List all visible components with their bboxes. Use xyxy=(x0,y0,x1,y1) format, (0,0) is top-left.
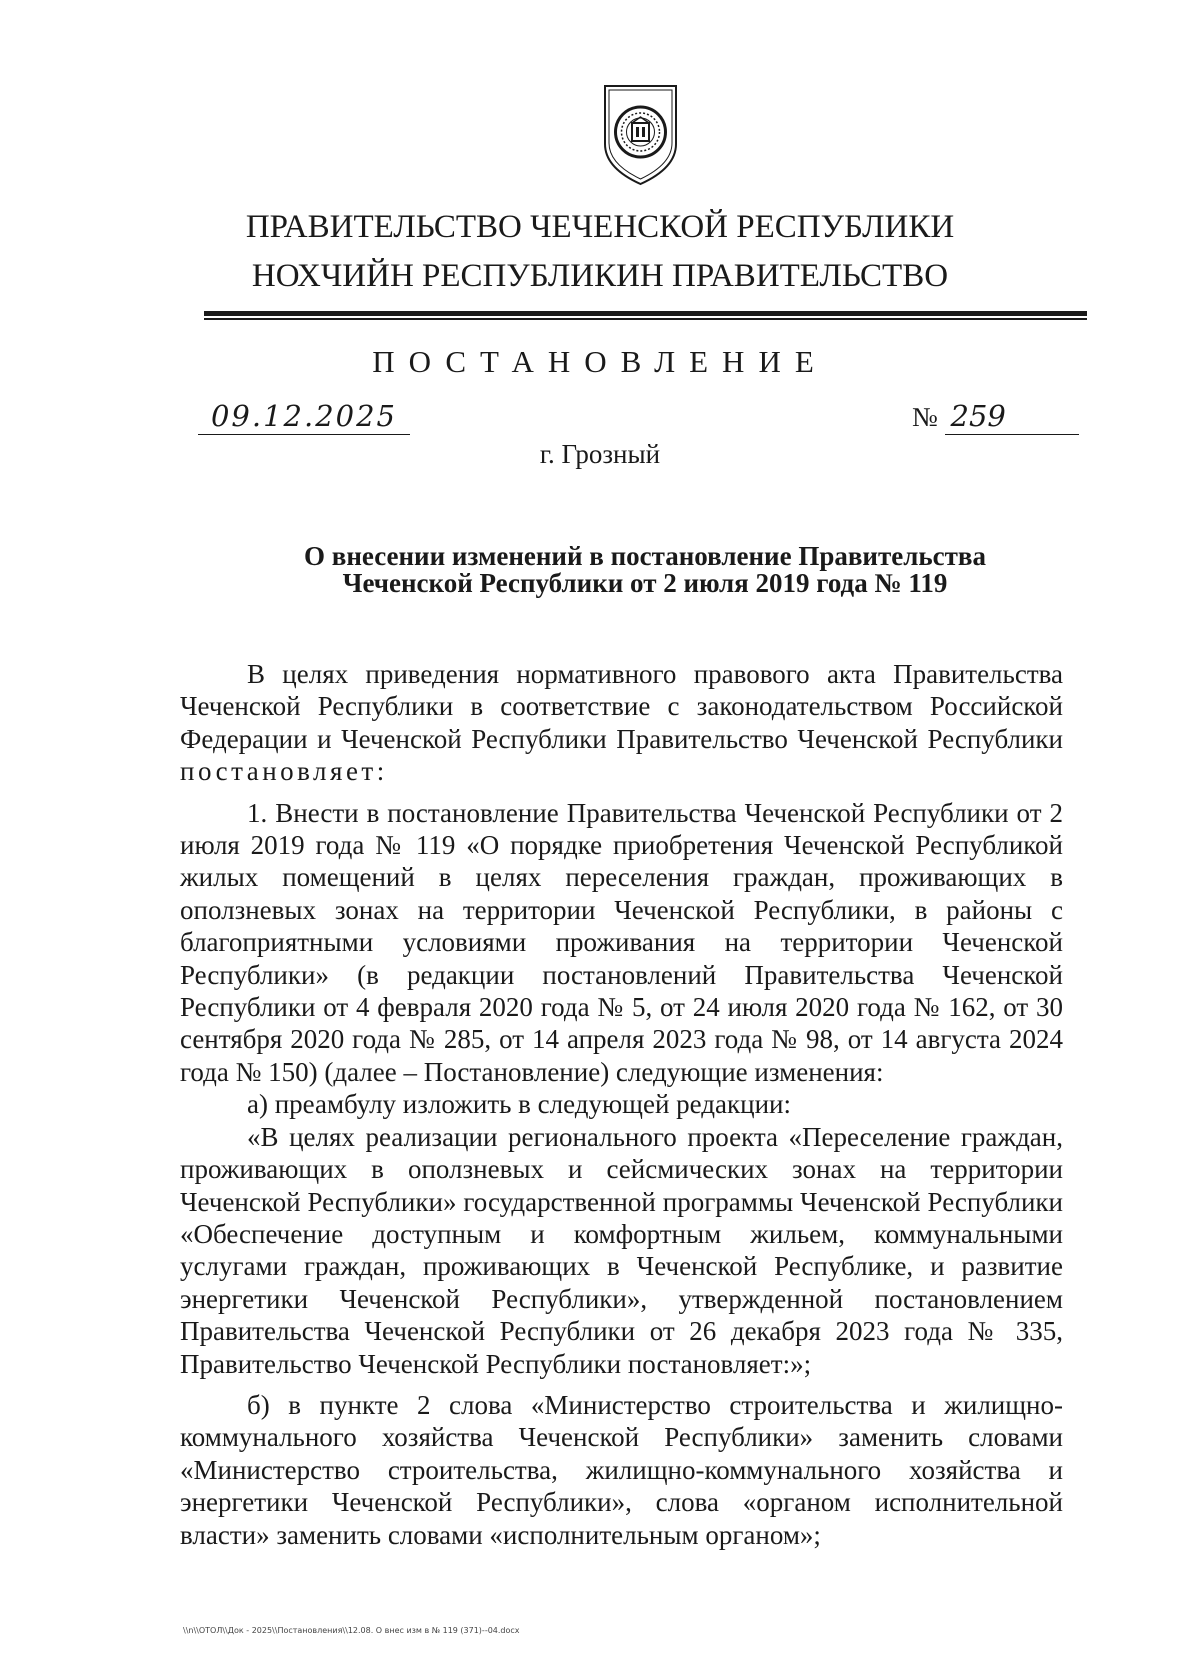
title-line-1: О внесении изменений в постановление Правительства xyxy=(304,541,986,571)
coat-of-arms-emblem xyxy=(601,82,680,188)
org-name-russian: ПРАВИТЕЛЬСТВО ЧЕЧЕНСКОЙ РЕСПУБЛИКИ xyxy=(245,209,955,245)
city: г. Грозный xyxy=(539,439,661,469)
document-number xyxy=(912,398,1079,435)
preamble-text: В целях приведения нормативного правового акта Правительства Чеченской Республики в соответствие с законодательством Российской Федерации и Чеченской Республики Правительство Чеченской Республики xyxy=(180,659,1063,754)
number-sign: № xyxy=(912,402,938,432)
footer-file-path: \\n\\ОТОЛ\\Док - 2025\\Постановления\\12.08. О внес изм в № 119 (371)--04.docx xyxy=(183,1626,520,1635)
item-a-paragraph: а) преамбулу изложить в следующей редакции: xyxy=(247,1089,791,1120)
title-line-2: Чеченской Республики от 2 июля 2019 года № 119 xyxy=(342,568,948,598)
document-date: 09.12.2025 xyxy=(198,398,410,435)
header-divider-thick xyxy=(204,311,1087,316)
document-title xyxy=(205,543,1085,597)
item-b-paragraph: б) в пункте 2 слова «Министерство строительства и жилищно-коммунального хозяйства Чеченской Республики» заменить словами «Министерство строительства, жилищно-коммунального хозяйства и энергетики Чеченской Республики», слова «органом исполнительной власти» заменить словами «исполнительным органом»; xyxy=(180,1389,1063,1550)
preamble-paragraph xyxy=(180,658,1063,788)
item-1-paragraph: 1. Внести в постановление Правительства Чеченской Республики от 2 июля 2019 года № 119 «О порядке приобретения Чеченской Республикой жилых помещений в целях переселения граждан, проживающих в оползневых зонах на территории Чеченской Республики, в районы с благоприятными условиями проживания на территории Чеченской Республики» (в редакции постановлений Правительства Чеченской Республики от 4 февраля 2020 года № 5, от 24 июля 2020 года № 162, от 30 сентября 2020 года № 285, от 14 апреля 2023 года № 98, от 14 августа 2024 года № 150) (далее – Постановление) следующие изменения: xyxy=(180,797,1063,1087)
number-value: 259 xyxy=(945,398,1079,435)
document-body xyxy=(180,658,1063,1551)
org-name-chechen: НОХЧИЙН РЕСПУБЛИКИН ПРАВИТЕЛЬСТВО xyxy=(251,258,949,294)
header-divider-thin xyxy=(204,318,1087,320)
document-type: ПОСТАНОВЛЕНИЕ xyxy=(372,344,828,379)
item-a-quote-paragraph: «В целях реализации регионального проекта «Переселение граждан, проживающих в оползневых и сейсмических зонах на территории Чеченской Республики» государственной программы Чеченской Республики «Обеспечение доступным и комфортным жильем, коммунальными услугами граждан, проживающих в Чеченской Республике, и развитие энергетики Чеченской Республики», утвержденной постановлением Правительства Чеченской Республики от 26 декабря 2023 года № 335, Правительство Чеченской Республики постановляет:»; xyxy=(180,1121,1063,1379)
resolves-word: постановляет: xyxy=(180,756,388,787)
